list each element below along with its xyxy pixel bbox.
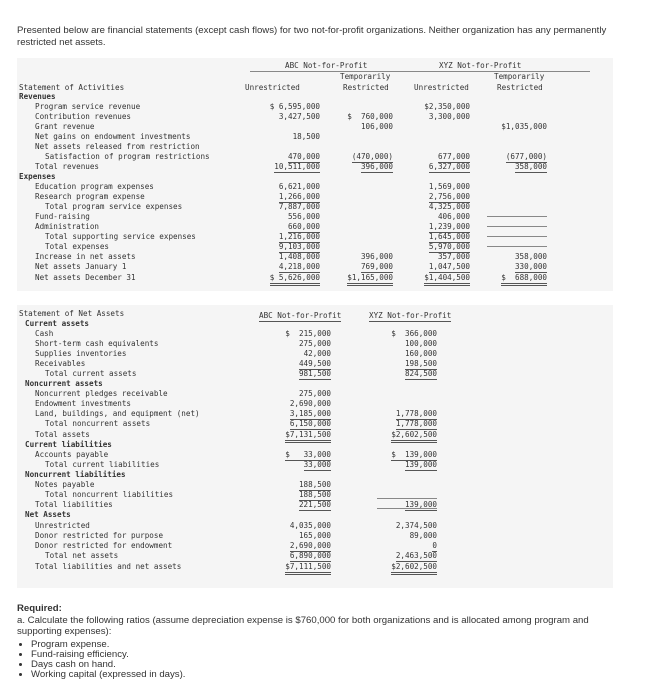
activity-value-c: $1,404,500	[424, 273, 470, 286]
activity-value-c: 677,000	[438, 152, 470, 163]
net-assets-row-label: Short-term cash equivalents	[35, 339, 159, 348]
activity-value-a: 660,000	[288, 222, 320, 233]
net-assets-value-xyz: 160,000	[404, 349, 437, 358]
ratio-item: • Working capital (expressed in days).	[31, 670, 627, 680]
net-assets-row-label: Donor restricted for purpose	[35, 531, 164, 540]
net-assets-value-abc: 6,890,000	[290, 551, 331, 562]
net-assets-title: Statement of Net Assets	[19, 309, 125, 318]
activity-row-label: Net gains on endowment investments	[35, 132, 191, 141]
activity-row-label: Increase in net assets	[35, 252, 136, 261]
ratio-item: • Program expense.	[31, 640, 627, 650]
net-assets-row-label: Total current liabilities	[45, 460, 160, 469]
activity-value-a: $ 5,626,000	[270, 273, 320, 286]
net-assets-row-label: Land, buildings, and equipment (net)	[35, 409, 200, 418]
required-instruction: a. Calculate the following ratios (assume depreciation expense is $760,000 for both organizations and is allocated among program and supporting expenses):	[17, 614, 589, 637]
net-assets-row-label: Total assets	[35, 430, 90, 439]
ratio-list	[17, 640, 627, 681]
activity-value-a: 1,266,000	[279, 192, 320, 203]
net-assets-row-label: Endowment investments	[35, 399, 132, 408]
net-assets-value-abc: 188,500	[299, 490, 331, 501]
expenses-heading: Expenses	[19, 172, 56, 181]
net-assets-value-xyz: 2,463,500	[396, 551, 437, 562]
statement-of-activities-panel	[17, 58, 613, 291]
activity-row-label: Total revenues	[35, 162, 100, 171]
net-assets-value-xyz: 89,000	[409, 531, 437, 540]
net-assets-row-label: Total net assets	[45, 551, 119, 560]
activity-row-label: Net assets January 1	[35, 262, 127, 271]
activity-value-d: $1,035,000	[501, 122, 547, 131]
activity-value-d: (677,000)	[506, 152, 547, 163]
activity-value-d: 358,000	[515, 162, 547, 173]
activity-value-b: 106,000	[360, 122, 393, 131]
net-assets-row-label: Receivables	[35, 359, 86, 368]
net-assets-row-label: Noncurrent liabilities	[25, 470, 126, 479]
activity-value-c: 4,325,000	[428, 202, 470, 211]
ratio-item: • Days cash on hand.	[31, 660, 627, 670]
activity-value-a: 9,103,000	[279, 242, 320, 253]
xyz-unrestricted-header: Unrestricted	[414, 83, 469, 92]
net-assets-value-xyz: $ 139,000	[391, 450, 437, 461]
abc-org-header-2: ABC Not-for-Profit	[259, 311, 341, 322]
net-assets-value-abc: 2,690,000	[290, 541, 331, 552]
activity-value-a: 6,621,000	[278, 182, 320, 191]
activity-value-d: 358,000	[514, 252, 547, 261]
net-assets-value-xyz: $2,602,500	[391, 562, 437, 575]
activity-value-a: 7,887,000	[278, 202, 320, 211]
net-assets-value-abc: 275,000	[298, 339, 331, 348]
net-assets-value-xyz: 0	[432, 541, 437, 552]
abc-temp-header-2: Restricted	[343, 83, 389, 92]
activity-row-label: Administration	[35, 222, 100, 231]
net-assets-row-label: Total noncurrent assets	[45, 419, 151, 428]
net-assets-value-abc: 6,150,000	[290, 419, 331, 430]
activity-value-a: 3,427,500	[278, 112, 320, 121]
activity-row-label: Education program expenses	[35, 182, 154, 191]
revenues-heading: Revenues	[19, 92, 56, 101]
abc-org-header: ABC Not-for-Profit	[285, 61, 368, 70]
net-assets-value-abc: 188,500	[299, 480, 331, 491]
net-assets-value-abc: 2,690,000	[289, 399, 331, 408]
activity-value-c: $2,350,000	[424, 102, 470, 111]
activity-value-c: 3,300,000	[428, 112, 470, 121]
activity-value-b: 769,000	[361, 262, 393, 273]
abc-unrestricted-header: Unrestricted	[245, 83, 300, 92]
net-assets-row-label: Current liabilities	[25, 440, 112, 449]
net-assets-value-xyz: 1,778,000	[396, 409, 437, 420]
net-assets-row-label: Notes payable	[35, 480, 95, 489]
net-assets-value-xyz: 198,500	[405, 359, 437, 370]
net-assets-row-label: Current assets	[25, 319, 90, 328]
activity-value-c: 1,239,000	[429, 222, 470, 233]
net-assets-row-label: Cash	[35, 329, 54, 338]
net-assets-value-xyz: 2,374,500	[395, 521, 437, 530]
net-assets-value-abc: 165,000	[298, 531, 331, 540]
net-assets-value-abc: $7,131,500	[285, 430, 331, 443]
activity-value-a: 556,000	[287, 212, 320, 221]
net-assets-value-abc: 42,000	[303, 349, 331, 358]
net-assets-value-xyz: 824,500	[405, 369, 437, 380]
activity-value-a: $ 6,595,000	[269, 102, 320, 111]
activity-value-c: 1,645,000	[429, 232, 470, 243]
activity-row-label: Research program expense	[35, 192, 145, 201]
net-assets-value-abc: 449,500	[299, 359, 331, 370]
net-assets-value-xyz: $ 366,000	[391, 329, 437, 338]
activity-value-b: 396,000	[360, 252, 393, 261]
activity-value-c: 406,000	[437, 212, 470, 221]
activity-row-label: Total expenses	[45, 242, 110, 251]
activity-value-a: 1,408,000	[278, 252, 320, 261]
activity-value-b: 396,000	[361, 162, 393, 173]
xyz-org-header-2: XYZ Not-for-Profit	[369, 311, 451, 322]
net-assets-value-abc: 981,500	[299, 369, 331, 380]
net-assets-value-xyz: 1,778,000	[396, 419, 437, 430]
net-assets-value-xyz: 139,000	[405, 460, 437, 471]
xyz-temp-header-1: Temporarily	[494, 72, 545, 81]
intro-text: Presented below are financial statements (except cash flows) for two not-for-profit organizations. Neither organization has any permanently restricted net assets.	[17, 25, 607, 48]
activity-value-d: 330,000	[515, 262, 547, 273]
net-assets-row-label: Noncurrent pledges receivable	[35, 389, 168, 398]
activity-row-label: Net assets released from restriction	[35, 142, 200, 151]
net-assets-row-label: Supplies inventories	[35, 349, 127, 358]
net-assets-value-abc: 221,500	[299, 500, 331, 511]
activity-value-c: 2,756,000	[429, 192, 470, 203]
net-assets-row-label: Total noncurrent liabilities	[45, 490, 174, 499]
activity-value-a: 10,511,000	[274, 162, 320, 173]
net-assets-value-abc: $7,111,500	[285, 562, 331, 575]
net-assets-row-label: Total current assets	[45, 369, 137, 378]
net-assets-value-abc: $ 33,000	[285, 450, 331, 461]
abc-temp-header-1: Temporarily	[340, 72, 391, 81]
activity-row-label: Fund-raising	[35, 212, 90, 221]
activity-value-a: 1,216,000	[279, 232, 320, 243]
net-assets-row-label: Accounts payable	[35, 450, 109, 459]
activity-row-label: Total supporting service expenses	[45, 232, 196, 241]
net-assets-row-label: Net Assets	[25, 510, 71, 519]
net-assets-value-abc: 4,035,000	[289, 521, 331, 530]
net-assets-row-label: Unrestricted	[35, 521, 90, 530]
ratio-item: • Fund-raising efficiency.	[31, 650, 627, 660]
net-assets-row-label: Total liabilities	[35, 500, 113, 509]
net-assets-value-xyz: 100,000	[404, 339, 437, 348]
activity-value-a: 18,500	[292, 132, 320, 141]
activity-value-c: 1,047,500	[429, 262, 470, 273]
net-assets-row-label: Donor restricted for endowment	[35, 541, 173, 550]
activity-value-c: 1,569,000	[428, 182, 470, 191]
required-section	[17, 603, 627, 680]
activity-value-c: 5,970,000	[429, 242, 470, 253]
activity-value-a: 4,218,000	[279, 262, 320, 273]
activity-row-label: Contribution revenues	[35, 112, 132, 121]
activity-value-b: $ 760,000	[347, 112, 393, 121]
net-assets-value-abc: 275,000	[298, 389, 331, 398]
xyz-temp-header-2: Restricted	[497, 83, 543, 92]
activity-value-a: 470,000	[288, 152, 320, 163]
net-assets-value-abc: $ 215,000	[285, 329, 331, 338]
net-assets-row-label: Noncurrent assets	[25, 379, 103, 388]
activity-value-c: 6,327,000	[429, 162, 470, 173]
net-assets-value-abc: 3,185,000	[290, 409, 331, 420]
activity-value-c: 357,000	[437, 252, 470, 261]
activity-row-label: Grant revenue	[35, 122, 95, 131]
activity-row-label: Total program service expenses	[45, 202, 183, 211]
statement-of-net-assets-panel	[17, 305, 613, 588]
net-assets-value-abc: 33,000	[304, 460, 331, 471]
xyz-org-header: XYZ Not-for-Profit	[439, 61, 522, 70]
activities-title: Statement of Activities	[19, 83, 125, 92]
activity-value-d: $ 688,000	[501, 273, 547, 286]
required-heading: Required:	[17, 603, 62, 614]
activity-row-label: Net assets December 31	[35, 273, 136, 282]
activity-row-label: Satisfaction of program restrictions	[45, 152, 210, 161]
net-assets-value-xyz: 139,000	[405, 500, 437, 511]
activity-value-b: (470,000)	[352, 152, 393, 163]
activity-row-label: Program service revenue	[35, 102, 141, 111]
activity-value-b: $1,165,000	[347, 273, 393, 286]
net-assets-row-label: Total liabilities and net assets	[35, 562, 182, 571]
net-assets-value-xyz: $2,602,500	[391, 430, 437, 443]
